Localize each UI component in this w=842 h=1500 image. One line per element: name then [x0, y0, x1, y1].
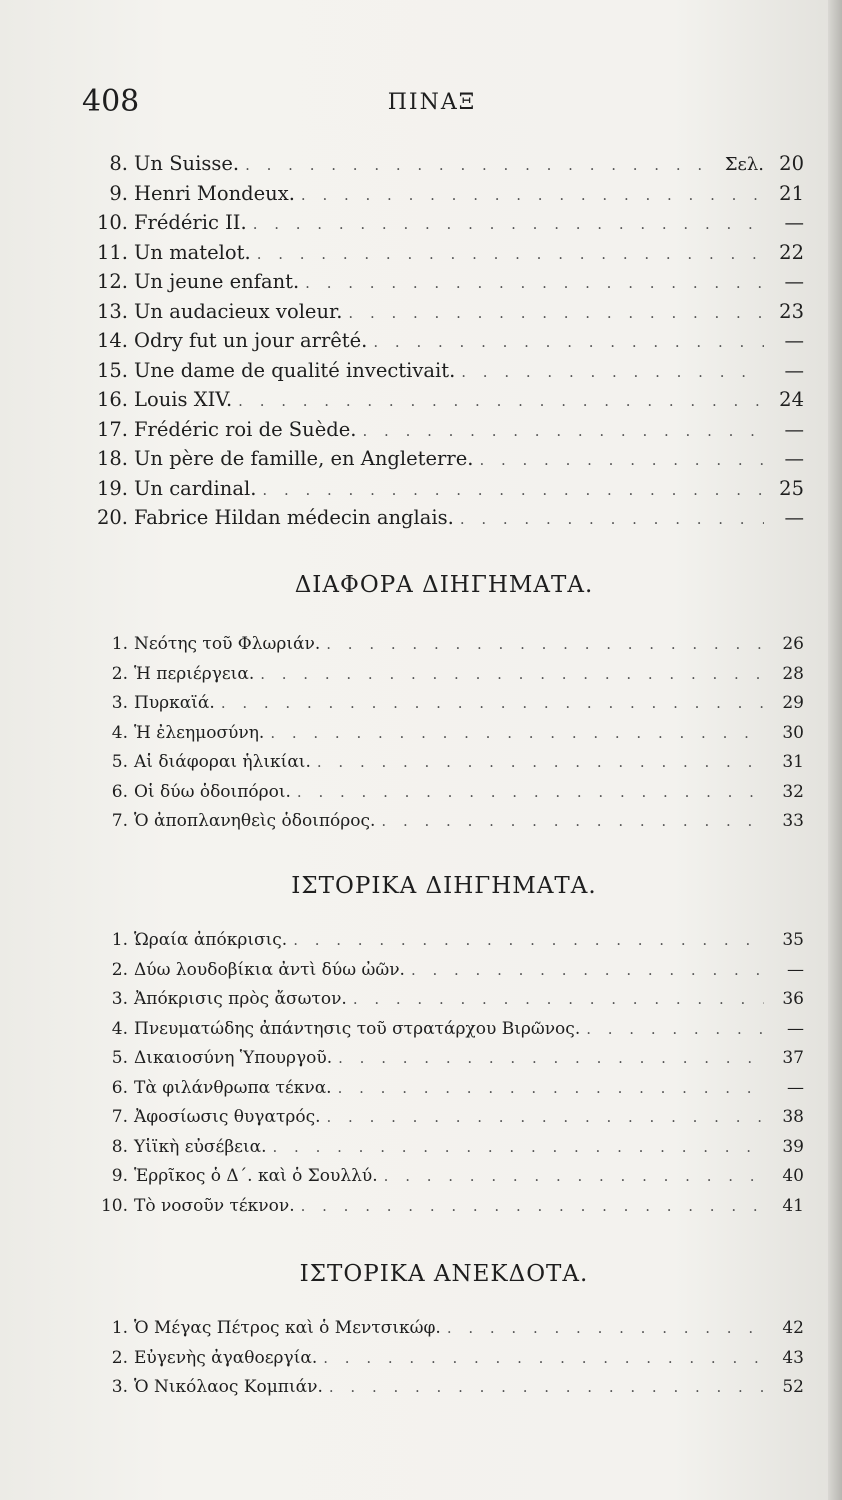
entry-title: Frédéric roi de Suède.	[134, 417, 357, 441]
dot-leader	[297, 778, 764, 808]
entry-number: 14.	[96, 329, 128, 352]
toc-entry	[84, 1344, 804, 1374]
entry-title: Ἀφοσίωσις θυγατρός.	[134, 1107, 321, 1127]
toc-entry	[84, 1133, 804, 1163]
entry-number: 2.	[111, 959, 128, 980]
entry-page: —	[784, 417, 804, 441]
toc-entry	[84, 926, 804, 956]
entry-title: Αἱ διάφοραι ἡλικίαι.	[134, 752, 311, 772]
entry-title: Δικαιοσύνη Ὑπουργοῦ.	[134, 1048, 333, 1068]
entry-number: 3.	[111, 989, 128, 1009]
dot-leader	[384, 1162, 764, 1192]
entry-title: Un matelot.	[134, 240, 251, 264]
dot-leader	[363, 417, 765, 447]
entry-page: —	[784, 447, 804, 470]
dot-leader	[447, 1314, 764, 1344]
entry-title: Un jeune enfant.	[134, 270, 300, 293]
toc-entry	[84, 1373, 804, 1403]
entry-page: 22	[779, 240, 804, 264]
entry-page: 41	[782, 1195, 804, 1216]
toc-entry	[84, 179, 804, 209]
entry-title: Un audacieux voleur.	[134, 299, 343, 323]
entry-page: 43	[782, 1347, 804, 1368]
entry-page: —	[787, 1018, 804, 1039]
page-title: ΠΙΝΑΞ	[387, 90, 477, 115]
entry-page: 23	[779, 299, 804, 323]
dot-leader	[326, 630, 764, 660]
toc-entry	[84, 1192, 804, 1222]
toc-entry	[84, 356, 804, 386]
entry-title: Odry fut un jour arrêté.	[134, 329, 368, 352]
entry-number: 19.	[96, 476, 128, 500]
dot-leader	[317, 748, 764, 778]
entry-title: Ἡ περιέργεια.	[134, 663, 255, 684]
entry-page: —	[784, 358, 804, 382]
entry-title: Ἀπόκρισις πρὸς ἄσωτον.	[134, 989, 347, 1009]
entry-number: 3.	[111, 693, 128, 713]
dot-leader	[479, 446, 764, 476]
entry-title: Πυρκαϊά.	[134, 693, 215, 713]
entry-page: —	[784, 329, 804, 352]
toc-entry	[84, 444, 804, 474]
entry-page: 40	[782, 1166, 804, 1186]
entry-number: 6.	[111, 1077, 128, 1098]
entry-page: 36	[782, 989, 804, 1009]
entry-page: 33	[782, 811, 804, 831]
dot-leader	[257, 240, 764, 270]
entry-page: 29	[782, 693, 804, 713]
entry-title: Υἱϊκὴ εὐσέβεια.	[134, 1136, 267, 1157]
dot-leader	[381, 807, 764, 837]
dot-leader	[301, 181, 764, 211]
dot-leader	[301, 1192, 764, 1222]
entry-title: Fabrice Hildan médecin anglais.	[134, 506, 454, 529]
entry-number: 11.	[96, 240, 128, 264]
toc-entry	[84, 748, 804, 778]
toc-entry	[84, 1314, 804, 1344]
toc-entry	[84, 689, 804, 719]
entry-number: 5.	[111, 1048, 128, 1068]
entry-page: 32	[782, 781, 804, 802]
dot-leader	[245, 151, 719, 181]
dot-leader	[262, 476, 764, 506]
entry-number: 4.	[111, 722, 128, 743]
entry-number: 5.	[111, 752, 128, 772]
entry-title: Ὡραία ἀπόκρισις.	[134, 930, 288, 950]
entry-page: 28	[782, 663, 804, 684]
toc-entry	[84, 956, 804, 986]
entry-title: Εὐγενὴς ἀγαθοεργία.	[134, 1347, 318, 1368]
entry-page: 39	[782, 1136, 804, 1157]
entry-number: 7.	[111, 1107, 128, 1127]
dot-leader	[411, 956, 764, 986]
entry-title: Un cardinal.	[134, 476, 257, 500]
toc-entry	[84, 415, 804, 445]
entry-title: Ἑρρῖκος ὁ Δ΄. καὶ ὁ Σουλλύ.	[134, 1166, 378, 1186]
dot-leader	[373, 328, 764, 358]
entry-page: 30	[782, 722, 804, 743]
entry-title: Henri Mondeux.	[134, 181, 295, 205]
dot-leader	[253, 210, 764, 240]
entry-page: 42	[782, 1318, 804, 1338]
toc-list-istorika-anekdota	[84, 1314, 804, 1403]
toc-entry	[84, 385, 804, 415]
entry-page: —	[784, 270, 804, 293]
entry-title: Un père de famille, en Angleterre.	[134, 447, 474, 470]
toc-entry	[84, 474, 804, 504]
toc-entry	[84, 985, 804, 1015]
dot-leader	[293, 926, 764, 956]
section-heading-istorika-digimata: ΙΣΤΟΡΙΚΑ ΔΙΗΓΗΜΑΤΑ.	[291, 873, 597, 899]
entry-page: 37	[782, 1048, 804, 1068]
entry-number: 2.	[111, 663, 128, 684]
toc-entry	[84, 1162, 804, 1192]
toc-entry	[84, 660, 804, 690]
toc-list-istorika-digimata	[84, 926, 804, 1221]
entry-title: Τὸ νοσοῦν τέκνον.	[134, 1195, 295, 1216]
entry-number: 8.	[111, 1136, 128, 1157]
entry-title: Ἡ ἐλεημοσύνη.	[134, 722, 265, 743]
entry-page: 20	[779, 152, 804, 175]
toc-entry	[84, 326, 804, 356]
toc-list-diafora	[84, 630, 804, 837]
page-edge	[828, 0, 842, 1500]
entry-number: 12.	[96, 270, 128, 293]
entry-page: 25	[779, 476, 804, 500]
page-header	[82, 82, 782, 122]
entry-page: 21	[779, 181, 804, 205]
page-prefix: Σελ.	[724, 154, 764, 175]
entry-number: 17.	[96, 417, 128, 441]
toc-entry	[84, 149, 804, 179]
entry-page: —	[787, 959, 804, 980]
entry-title: Τὰ φιλάνθρωπα τέκνα.	[134, 1077, 332, 1098]
entry-number: 4.	[111, 1018, 128, 1039]
entry-title: Πνευματώδης ἀπάντησις τοῦ στρατάρχου Βιρῶνος.	[134, 1018, 581, 1039]
entry-number: 15.	[96, 358, 128, 382]
entry-number: 9.	[109, 181, 128, 205]
toc-entry	[84, 1103, 804, 1133]
entry-title: Δύω λουδοβίκια ἀντὶ δύω ὠῶν.	[134, 959, 405, 980]
toc-entry	[84, 1044, 804, 1074]
entry-title: Frédéric II.	[134, 211, 247, 234]
entry-page: 24	[779, 388, 804, 411]
toc-entry	[84, 1074, 804, 1104]
dot-leader	[238, 387, 764, 417]
dot-leader	[323, 1344, 764, 1374]
entry-number: 13.	[96, 299, 128, 323]
entry-number: 6.	[111, 781, 128, 802]
dot-leader	[586, 1015, 764, 1045]
entry-number: 18.	[96, 447, 128, 470]
entry-title: Une dame de qualité invectivait.	[134, 358, 456, 382]
entry-number: 7.	[111, 811, 128, 831]
toc-entry	[84, 238, 804, 268]
dot-leader	[221, 689, 764, 719]
entry-title: Ὁ ἀποπλανηθεὶς ὁδοιπόρος.	[134, 811, 376, 831]
section-heading-istorika-anekdota: ΙΣΤΟΡΙΚΑ ΑΝΕΚΔΟΤΑ.	[299, 1261, 589, 1287]
entry-number: 20.	[96, 506, 128, 529]
entry-title: Οἱ δύω ὁδοιπόροι.	[134, 781, 291, 802]
entry-title: Ὁ Νικόλαος Κομπιάν.	[134, 1377, 323, 1397]
entry-page: 38	[782, 1107, 804, 1127]
dot-leader	[461, 358, 764, 388]
entry-number: 1.	[111, 930, 128, 950]
toc-entry	[84, 1015, 804, 1045]
entry-title: Νεότης τοῦ Φλωριάν.	[134, 634, 321, 654]
dot-leader	[353, 985, 764, 1015]
entry-title: Louis XIV.	[134, 388, 233, 411]
dot-leader	[260, 660, 764, 690]
entry-title: Un Suisse.	[134, 152, 240, 175]
section-heading-diafora: ΔΙΑΦΟΡΑ ΔΙΗΓΗΜΑΤΑ.	[294, 572, 594, 598]
entry-page: 52	[782, 1377, 804, 1397]
dot-leader	[305, 269, 764, 299]
page-number: 408	[82, 84, 140, 119]
toc-entry	[84, 719, 804, 749]
toc-entry	[84, 267, 804, 297]
entry-page: —	[784, 506, 804, 529]
entry-page: —	[784, 211, 804, 234]
dot-leader	[338, 1074, 764, 1104]
toc-entry	[84, 297, 804, 327]
dot-leader	[273, 1133, 764, 1163]
entry-number: 10.	[96, 211, 128, 234]
entry-number: 9.	[111, 1166, 128, 1186]
dot-leader	[329, 1373, 764, 1403]
entry-page: 35	[782, 930, 804, 950]
toc-list-french	[84, 149, 804, 533]
entry-number: 1.	[111, 1318, 128, 1338]
toc-entry	[84, 778, 804, 808]
entry-number: 3.	[111, 1377, 128, 1397]
dot-leader	[338, 1044, 764, 1074]
toc-entry	[84, 503, 804, 533]
entry-number: 8.	[109, 152, 128, 175]
dot-leader	[270, 719, 764, 749]
dot-leader	[327, 1103, 764, 1133]
entry-title: Ὁ Μέγας Πέτρος καὶ ὁ Μεντσικώφ.	[134, 1318, 441, 1338]
entry-number: 10.	[100, 1195, 128, 1216]
entry-page: —	[787, 1077, 804, 1098]
toc-entry	[84, 807, 804, 837]
entry-page: 31	[782, 752, 804, 772]
entry-number: 2.	[111, 1347, 128, 1368]
dot-leader	[460, 505, 764, 535]
entry-number: 16.	[96, 388, 128, 411]
dot-leader	[348, 299, 764, 329]
entry-page: 26	[782, 634, 804, 654]
toc-entry	[84, 630, 804, 660]
toc-entry	[84, 208, 804, 238]
entry-number: 1.	[111, 634, 128, 654]
